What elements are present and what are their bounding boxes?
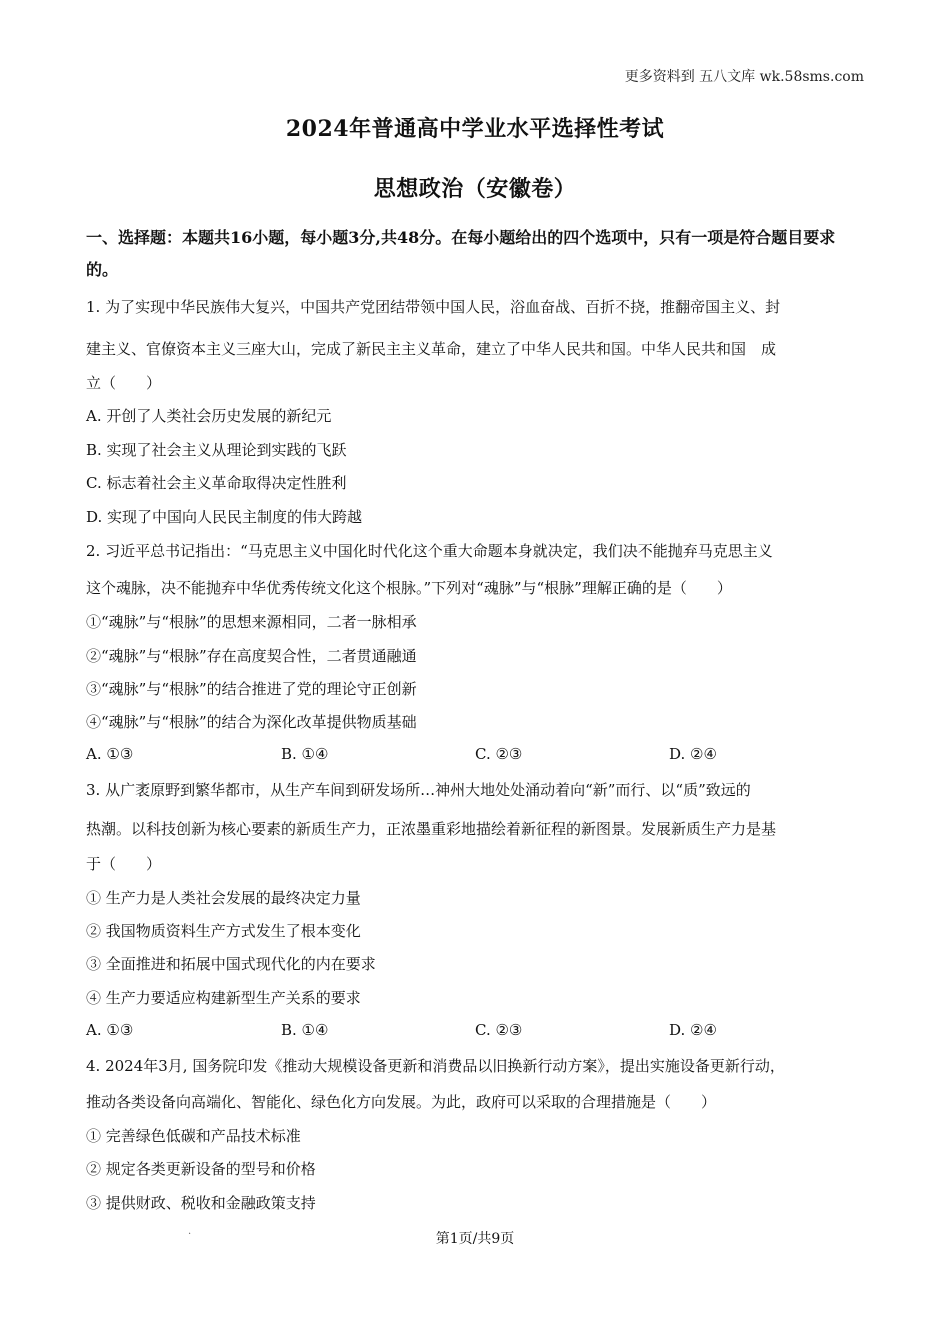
q4-stem-line: 4. 2024年3月, 国务院印发《推动大规模设备更新和消费品以旧换新行动方案》，提出实施设备更新行动， xyxy=(86,1057,785,1075)
section-heading: 一、选择题：本题共16小题，每小题3分,共48分。在每小题给出的四个选项中，只有一项是符合题目要求的。 xyxy=(86,228,836,279)
q1-stem-line: 建主义、官僚资本主义三座大山，完成了新民主主义革命，建立了中华人民共和国。中华人民共和国 成 xyxy=(86,340,777,358)
q3-stem-line: 于（ ） xyxy=(86,855,162,873)
q2-choice-a: A. ①③ xyxy=(86,745,134,763)
site-watermark: 更多资料到 五八文库 wk.58sms.com xyxy=(624,69,864,85)
q2-item-3: ③“魂脉”与“根脉”的结合推进了党的理论守正创新 xyxy=(86,680,417,698)
q2-item-4: ④“魂脉”与“根脉”的结合为深化改革提供物质基础 xyxy=(86,713,417,731)
q3-choice-c: C. ②③ xyxy=(475,1021,523,1039)
q2-item-2: ②“魂脉”与“根脉”存在高度契合性，二者贯通融通 xyxy=(86,647,417,665)
q2-stem-line: 2. 习近平总书记指出：“马克思主义中国化时代化这个重大命题本身就决定，我们决不能抛弃马克思主义 xyxy=(86,542,773,560)
q1-option-a: A. 开创了人类社会历史发展的新纪元 xyxy=(86,407,332,425)
q3-item-3: ③ 全面推进和拓展中国式现代化的内在要求 xyxy=(86,955,376,973)
q3-choice-a: A. ①③ xyxy=(86,1021,134,1039)
q4-stem-line: 推动各类设备向高端化、智能化、绿色化方向发展。为此，政府可以采取的合理措施是（ ） xyxy=(86,1093,717,1111)
q1-stem-line: 1. 为了实现中华民族伟大复兴，中国共产党团结带领中国人民，浴血奋战、百折不挠，推翻帝国主义、封 xyxy=(86,298,781,316)
q2-stem-line: 这个魂脉，决不能抛弃中华优秀传统文化这个根脉。”下列对“魂脉”与“根脉”理解正确的是（ ） xyxy=(86,579,732,597)
q4-item-2: ② 规定各类更新设备的型号和价格 xyxy=(86,1160,316,1178)
q1-option-d: D. 实现了中国向人民民主制度的伟大跨越 xyxy=(86,508,363,526)
q2-item-1: ①“魂脉”与“根脉”的思想来源相同，二者一脉相承 xyxy=(86,613,417,631)
q2-choice-d: D. ②④ xyxy=(669,745,717,763)
exam-subtitle: 思想政治（安徽卷） xyxy=(373,176,577,202)
page-number: 第1页/共9页 xyxy=(435,1231,515,1247)
q1-option-b: B. 实现了社会主义从理论到实践的飞跃 xyxy=(86,441,347,459)
q4-item-3: ③ 提供财政、税收和金融政策支持 xyxy=(86,1194,316,1212)
q3-choice-b: B. ①④ xyxy=(281,1021,329,1039)
q3-stem-line: 热潮。以科技创新为核心要素的新质生产力，正浓墨重彩地描绘着新征程的新图景。发展新质生产力是基 xyxy=(86,820,777,838)
q1-stem-line: 立（ ） xyxy=(86,374,162,392)
q3-item-1: ① 生产力是人类社会发展的最终决定力量 xyxy=(86,889,361,907)
q3-item-2: ② 我国物质资料生产方式发生了根本变化 xyxy=(86,922,361,940)
q1-option-c: C. 标志着社会主义革命取得决定性胜利 xyxy=(86,474,347,492)
q3-item-4: ④ 生产力要适应构建新型生产关系的要求 xyxy=(86,989,361,1007)
q2-choice-c: C. ②③ xyxy=(475,745,523,763)
q2-choice-b: B. ①④ xyxy=(281,745,329,763)
q3-stem-line: 3. 从广袤原野到繁华都市，从生产车间到研发场所…神州大地处处涌动着向“新”而行、以“质”致远的 xyxy=(86,781,751,799)
exam-title: 2024年普通高中学业水平选择性考试 xyxy=(285,116,665,142)
q3-choice-d: D. ②④ xyxy=(669,1021,717,1039)
q4-item-1: ① 完善绿色低碳和产品技术标准 xyxy=(86,1127,301,1145)
footer-mark: . xyxy=(188,1226,192,1237)
